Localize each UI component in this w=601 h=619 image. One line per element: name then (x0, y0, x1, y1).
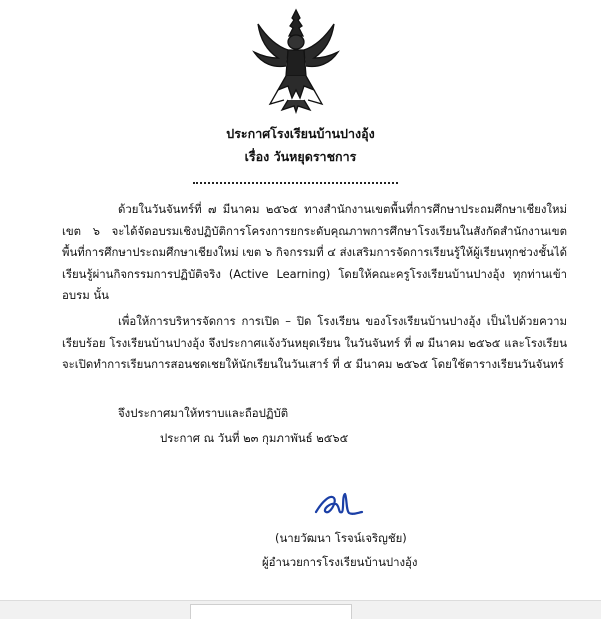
signer-position: ผู้อำนวยการโรงเรียนบ้านปางอุ้ง (262, 555, 418, 569)
document-title: ประกาศโรงเรียนบ้านปางอุ้ง (226, 126, 375, 141)
garuda-emblem-icon (248, 6, 344, 114)
notice-line: จึงประกาศมาให้ทราบและถือปฏิบัติ (118, 406, 289, 420)
dotted-divider (193, 182, 398, 184)
document-subject: เรื่อง วันหยุดราชการ (244, 149, 357, 164)
paragraph-announcement (62, 199, 567, 307)
paragraph-1-text: ด้วยในวันจันทร์ที่ ๗ มีนาคม ๒๕๖๕ ทางสำนักงานเขตพื้นที่การศึกษาประถมศึกษาเชียงใหม่ เขต ๖ จะได้จัดอบรมเชิงปฏิบัติการโครงการยกระดับคุณภาพการศึกษาโรงเรียนในสังกัดสำนักงานเขตพื้นที่การศึกษาประถมศึกษาเชียงใหม่ เขต ๖ กิจกรรมที่ ๔ ส่งเสริมการจัดการเรียนรู้ให้ผู้เรียนทุกช่วงชั้นได้เรียนรู้ผ่านกิจกรรมการปฏิบัติจริง (Active Learning) โดยให้คณะครูโรงเรียนบ้านปางอุ้ง ทุกท่านเข้าอบรม นั้น (62, 202, 567, 302)
signer-name: (นายวัฒนา โรจน์เจริญชัย) (275, 531, 407, 545)
viewer-bottom-field[interactable] (190, 604, 352, 619)
announcement-date: ประกาศ ณ วันที่ ๒๓ กุมภาพันธ์ ๒๕๖๕ (160, 431, 349, 445)
signature-image (312, 488, 364, 520)
paragraph-2-text: เพื่อให้การบริหารจัดการ การเปิด – ปิด โรงเรียน ของโรงเรียนบ้านปางอุ้ง เป็นไปด้วยความเรียบร้อย โรงเรียนบ้านปางอุ้ง จึงประกาศแจ้งวันหยุดเรียน ในวันจันทร์ ที่ ๗ มีนาคม ๒๕๖๕ และโรงเรียนจะเปิดทำการเรียนการสอนชดเชยให้นักเรียนในวันเสาร์ ที่ ๕ มีนาคม ๒๕๖๕ โดยใช้ตารางเรียนวันจันทร์ (62, 314, 567, 371)
paragraph-arrangement (62, 311, 567, 376)
